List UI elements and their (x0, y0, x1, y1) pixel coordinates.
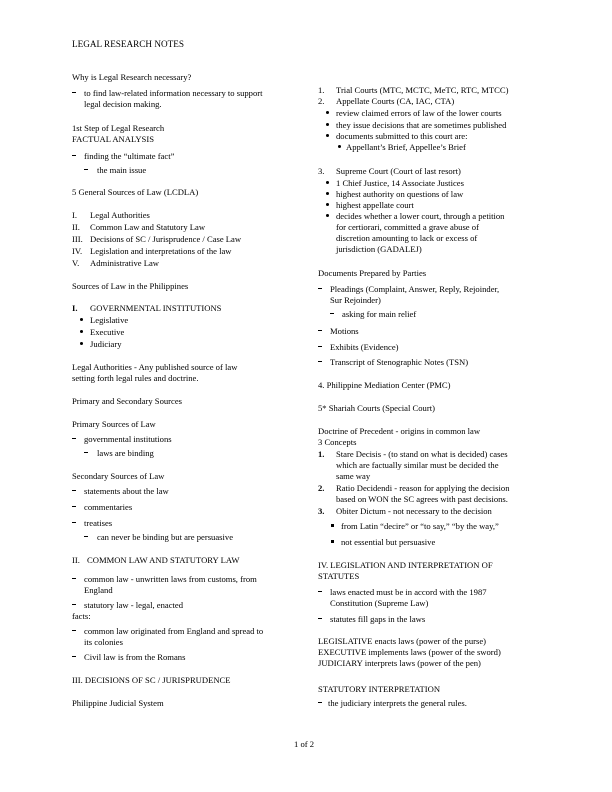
statutory-law: statutory law - legal, enacted (84, 600, 184, 610)
court3-num: 3. (318, 166, 325, 176)
pmc-heading: 4. Philippine Mediation Center (PMC) (318, 380, 451, 390)
page-number: 1 of 2 (294, 739, 315, 749)
bullet (326, 181, 329, 184)
bullet (338, 145, 341, 148)
source-num: V. (72, 258, 80, 268)
dash-bullet (318, 330, 322, 331)
primary-detail2: laws are binding (97, 448, 154, 458)
fact1-line1: common law originated from England and spread to (84, 626, 264, 636)
step1-detail1: finding the “ultimate fact” (84, 151, 175, 161)
dash-bullet (84, 169, 88, 170)
court2: Appellate Courts (CA, IAC, CTA) (336, 96, 455, 106)
gov-num: I. (72, 303, 78, 313)
gov-item: Judiciary (90, 339, 122, 349)
dash-bullet (318, 346, 322, 347)
statutory-interpretation-heading: STATUTORY INTERPRETATION (318, 684, 441, 694)
dash-bullet (318, 288, 322, 289)
dash-bullet (72, 578, 76, 579)
court2-bullet3a: Appellant’s Brief, Appellee’s Brief (346, 142, 466, 152)
judiciary-power: JUDICIARY interprets laws (power of the pen) (318, 658, 481, 668)
gov-heading: GOVERNMENTAL INSTITUTIONS (90, 303, 222, 313)
bullet (326, 214, 329, 217)
dash-bullet (72, 630, 76, 631)
doctrine-heading: Doctrine of Precedent - origins in common law (318, 426, 481, 436)
section4-detail2: statutes fill gaps in the laws (330, 614, 426, 624)
bullet (80, 342, 83, 345)
sharia-heading: 5* Shariah Courts (Special Court) (318, 403, 435, 413)
fact1-line2: its colonies (84, 637, 123, 647)
bullet (326, 203, 329, 206)
document4: Transcript of Stenographic Notes (TSN) (330, 357, 469, 367)
court3-bullet4-line4: jurisdiction (GADALEJ) (336, 244, 422, 254)
why-answer-line2: legal decision making. (84, 99, 162, 109)
secondary-heading: Secondary Sources of Law (72, 471, 165, 481)
primary-heading: Primary Sources of Law (72, 419, 156, 429)
sources-heading: 5 General Sources of Law (LCDLA) (72, 187, 199, 197)
secondary-detail2: commentaries (84, 502, 133, 512)
dash-bullet (72, 506, 76, 507)
page-title: LEGAL RESEARCH NOTES (72, 39, 184, 49)
dash-bullet (72, 604, 76, 605)
source-num: II. (72, 222, 80, 232)
document1-line2: Sur Rejoinder) (330, 295, 381, 305)
document1-line1: Pleadings (Complaint, Answer, Reply, Rejoinder, (330, 284, 500, 294)
section4-heading-line2: STATUTES (318, 571, 360, 581)
dash-bullet (72, 438, 76, 439)
dash-bullet (72, 656, 76, 657)
bullet (331, 524, 334, 527)
concept1-line1: Stare Decisis - (to stand on what is decided) cases (336, 449, 508, 459)
court3-bullet4-line3: discretion amounting to lack or excess of (336, 233, 478, 243)
secondary-detail1: statements about the law (84, 486, 169, 496)
source-item: Legal Authorities (90, 210, 150, 220)
concept2-line2: based on WON the SC agrees with past decisions. (336, 494, 508, 504)
dash-bullet (72, 92, 76, 93)
common-law-line2: England (84, 585, 113, 595)
section2-num: II. (72, 555, 80, 565)
source-num: III. (72, 234, 83, 244)
concept3-detail1: from Latin “decire” or “to say,” “by the way,” (341, 521, 499, 531)
dash-bullet (318, 361, 322, 362)
ph-sources-heading: Sources of Law in the Philippines (72, 281, 189, 291)
concept3: Obiter Dictum - not necessary to the decision (336, 506, 492, 516)
court3-bullet1: 1 Chief Justice, 14 Associate Justices (336, 178, 464, 188)
gov-item: Legislative (90, 315, 129, 325)
section4-detail1-line1: laws enacted must be in accord with the 1987 (330, 587, 487, 597)
source-num: IV. (72, 246, 83, 256)
judicial-system-heading: Philippine Judicial System (72, 698, 164, 708)
section4-heading-line1: IV. LEGISLATION AND INTERPRETATION OF (318, 560, 493, 570)
section2-heading: COMMON LAW AND STATUTORY LAW (87, 555, 240, 565)
why-question: Why is Legal Research necessary? (72, 72, 192, 82)
concept1-line2: which are factually similar must be decided the (336, 460, 499, 470)
prim-sec-heading: Primary and Secondary Sources (72, 396, 183, 406)
dash-bullet (84, 452, 88, 453)
step1-subheading: FACTUAL ANALYSIS (72, 134, 154, 144)
dash-bullet (72, 522, 76, 523)
concepts-heading: 3 Concepts (318, 437, 357, 447)
dash-bullet (330, 313, 334, 314)
legislative-power: LEGISLATIVE enacts laws (power of the purse) (318, 636, 487, 646)
dash-bullet (72, 490, 76, 491)
concept3-num: 3. (318, 506, 325, 516)
concept1-line3: same way (336, 471, 371, 481)
bullet (80, 318, 83, 321)
statutory-interpretation-detail: the judiciary interprets the general rules. (328, 698, 467, 708)
court3: Supreme Court (Court of last resort) (336, 166, 461, 176)
bullet (326, 192, 329, 195)
document1-detail: asking for main relief (342, 309, 417, 319)
bullet (326, 134, 329, 137)
court2-bullet2: they issue decisions that are sometimes published (336, 120, 507, 130)
court1: Trial Courts (MTC, MCTC, MeTC, RTC, MTCC) (336, 85, 509, 95)
court3-bullet3: highest appellate court (336, 200, 414, 210)
bullet (331, 540, 334, 543)
dash-bullet (318, 702, 322, 703)
document3: Exhibits (Evidence) (330, 342, 399, 352)
dash-bullet (318, 618, 322, 619)
gov-item: Executive (90, 327, 125, 337)
dash-bullet (318, 591, 322, 592)
document2: Motions (330, 326, 359, 336)
court3-bullet4-line1: decides whether a lower court, through a petition (336, 211, 505, 221)
court2-bullet1: review claimed errors of law of the lower courts (336, 108, 502, 118)
common-law-line1: common law - unwritten laws from customs, from (84, 574, 257, 584)
bullet (80, 330, 83, 333)
step1-heading: 1st Step of Legal Research (72, 123, 165, 133)
source-num: I. (72, 210, 78, 220)
secondary-detail3: treatises (84, 518, 113, 528)
executive-power: EXECUTIVE implements laws (power of the sword) (318, 647, 501, 657)
bullet (326, 123, 329, 126)
concept1-num: 1. (318, 449, 325, 459)
secondary-detail4: can never be binding but are persuasive (97, 532, 234, 542)
primary-detail1: governmental institutions (84, 434, 172, 444)
fact2: Civil law is from the Romans (84, 652, 186, 662)
concept2-line1: Ratio Decidendi - reason for applying the decision (336, 483, 510, 493)
court3-bullet2: highest authority on questions of law (336, 189, 464, 199)
concept3-detail2: not essential but persuasive (341, 537, 436, 547)
source-item: Decisions of SC / Jurisprudence / Case Law (90, 234, 242, 244)
court1-num: 1. (318, 85, 325, 95)
legal-authorities-def2: setting forth legal rules and doctrine. (72, 373, 199, 383)
source-item: Common Law and Statutory Law (90, 222, 206, 232)
bullet (326, 111, 329, 114)
facts-label: facts: (72, 611, 91, 621)
source-item: Legislation and interpretations of the law (90, 246, 232, 256)
court3-bullet4-line2: for certiorari, committed a grave abuse of (336, 222, 479, 232)
step1-detail2: the main issue (97, 165, 147, 175)
court2-bullet3: documents submitted to this court are: (336, 131, 468, 141)
section3-heading: III. DECISIONS OF SC / JURISPRUDENCE (72, 675, 231, 685)
court2-num: 2. (318, 96, 325, 106)
documents-heading: Documents Prepared by Parties (318, 268, 427, 278)
legal-authorities-def1: Legal Authorities - Any published source of law (72, 362, 238, 372)
dash-bullet (72, 155, 76, 156)
source-item: Administrative Law (90, 258, 159, 268)
dash-bullet (84, 536, 88, 537)
why-answer-line1: to find law-related information necessary to support (84, 88, 263, 98)
section4-detail1-line2: Constitution (Supreme Law) (330, 598, 429, 608)
concept2-num: 2. (318, 483, 325, 493)
